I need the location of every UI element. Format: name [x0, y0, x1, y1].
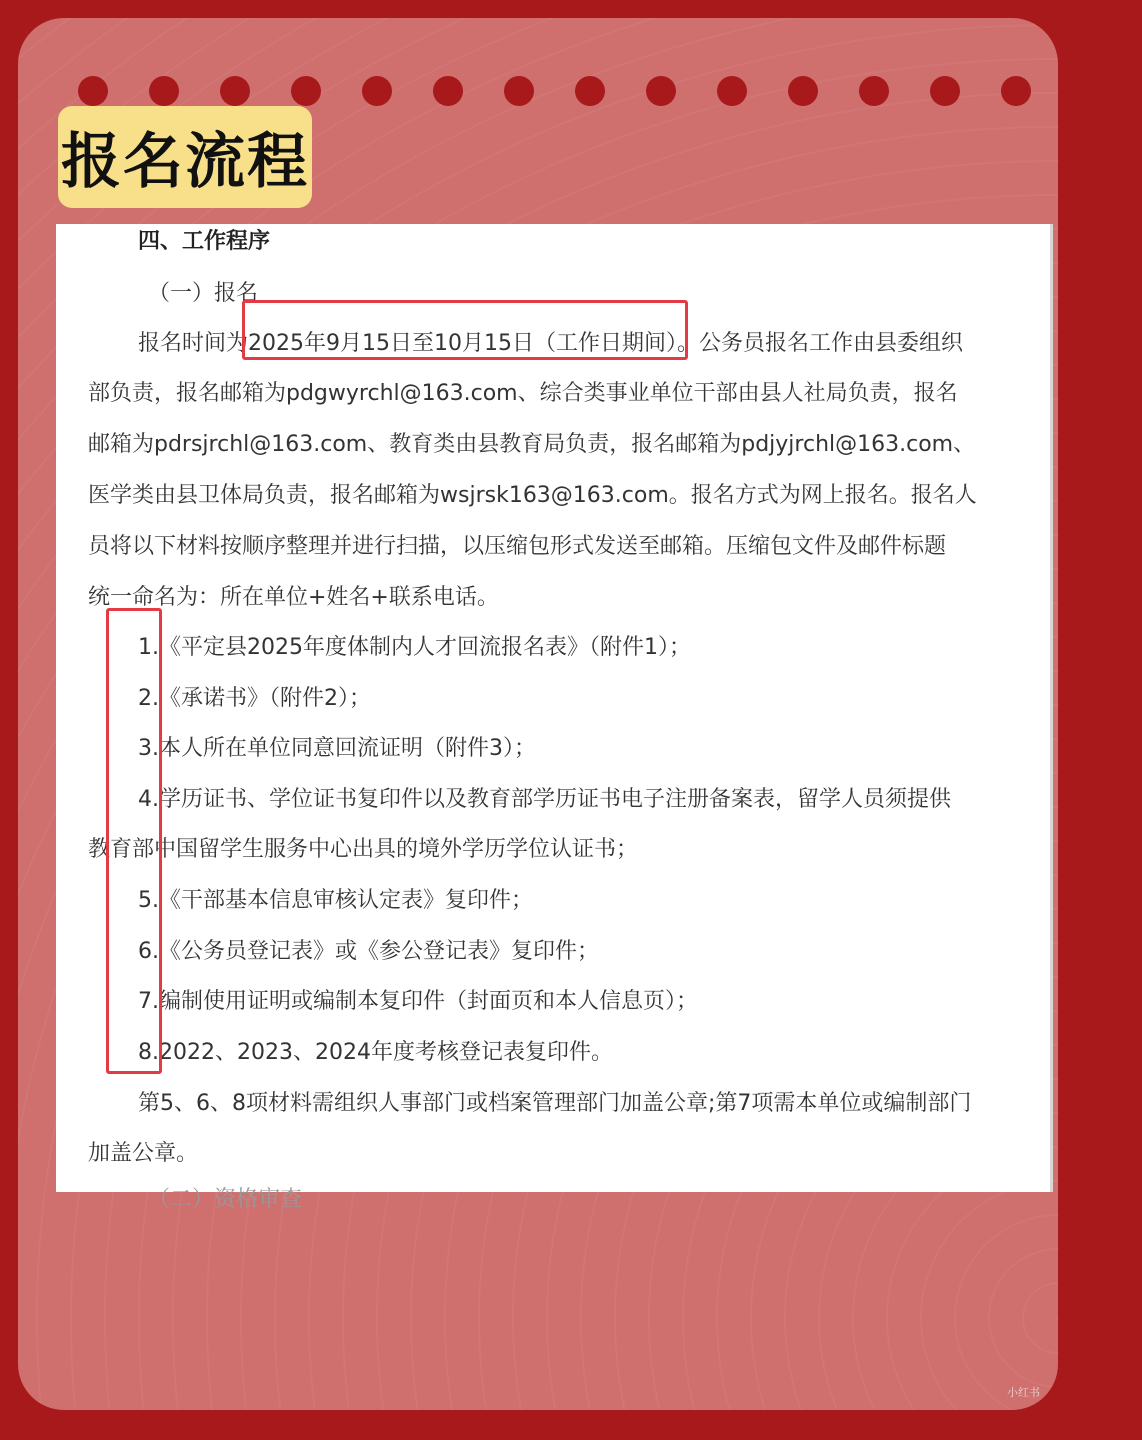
numbering-highlight-box: [106, 608, 162, 1074]
binder-hole: [291, 76, 321, 106]
body-line: 报名时间为2025年9月15日至10月15日（工作日期间）。公务员报名工作由县委组织: [138, 331, 963, 356]
body-line: 部负责，报名邮箱为pdgwyrchl@163.com、综合类事业单位干部由县人社局负责，报名: [88, 381, 958, 406]
binder-hole: [220, 76, 250, 106]
list-item: 5.《干部基本信息审核认定表》复印件；: [138, 888, 533, 913]
binder-hole: [362, 76, 392, 106]
binder-holes: [78, 76, 1038, 108]
next-section-cut: （二）资格审查: [148, 1187, 303, 1212]
binder-hole: [433, 76, 463, 106]
section-heading: 四、工作程序: [138, 229, 271, 254]
note-card: [18, 18, 1058, 1410]
binder-hole: [149, 76, 179, 106]
page-title: 报名流程: [61, 127, 309, 197]
body-line: 邮箱为pdrsjrchl@163.com、教育类由县教育局负责，报名邮箱为pdjyjrchl@163.com、: [88, 432, 976, 457]
binder-hole: [717, 76, 747, 106]
binder-hole: [504, 76, 534, 106]
binder-hole: [575, 76, 605, 106]
list-item: 6.《公务员登记表》或《参公登记表》复印件；: [138, 939, 599, 964]
binder-hole: [646, 76, 676, 106]
note-line: 第5、6、8项材料需组织人事部门或档案管理部门加盖公章;第7项需本单位或编制部门: [138, 1091, 972, 1116]
body-line: 统一命名为：所在单位+姓名+联系电话。: [88, 585, 499, 610]
watermark: 小红书: [1007, 1386, 1040, 1399]
list-item: 8.2022、2023、2024年度考核登记表复印件。: [138, 1040, 613, 1065]
binder-hole: [788, 76, 818, 106]
document-screenshot: [56, 224, 1053, 1212]
list-item: 2.《承诺书》（附件2）；: [138, 686, 371, 711]
binder-hole: [859, 76, 889, 106]
list-item: 1.《平定县2025年度体制内人才回流报名表》（附件1）；: [138, 635, 691, 660]
date-highlight-box: [242, 300, 688, 360]
list-item: 4.学历证书、学位证书复印件以及教育部学历证书电子注册备案表，留学人员须提供: [138, 787, 951, 812]
list-item: 3.本人所在单位同意回流证明（附件3）；: [138, 736, 536, 761]
body-line: 医学类由县卫体局负责，报名邮箱为wsjrsk163@163.com。报名方式为网上报名。报名人: [88, 483, 977, 508]
binder-hole: [1001, 76, 1031, 106]
list-item-continued: 教育部中国留学生服务中心出具的境外学历学位认证书；: [88, 837, 639, 862]
binder-hole: [78, 76, 108, 106]
binder-hole: [930, 76, 960, 106]
title-badge: [58, 106, 312, 208]
list-item: 7.编制使用证明或编制本复印件（封面页和本人信息页）；: [138, 989, 698, 1014]
note-line: 加盖公章。: [88, 1141, 199, 1166]
body-line: 员将以下材料按顺序整理并进行扫描，以压缩包形式发送至邮箱。压缩包文件及邮件标题: [88, 534, 947, 559]
subsection-heading: （一）报名: [148, 281, 259, 306]
